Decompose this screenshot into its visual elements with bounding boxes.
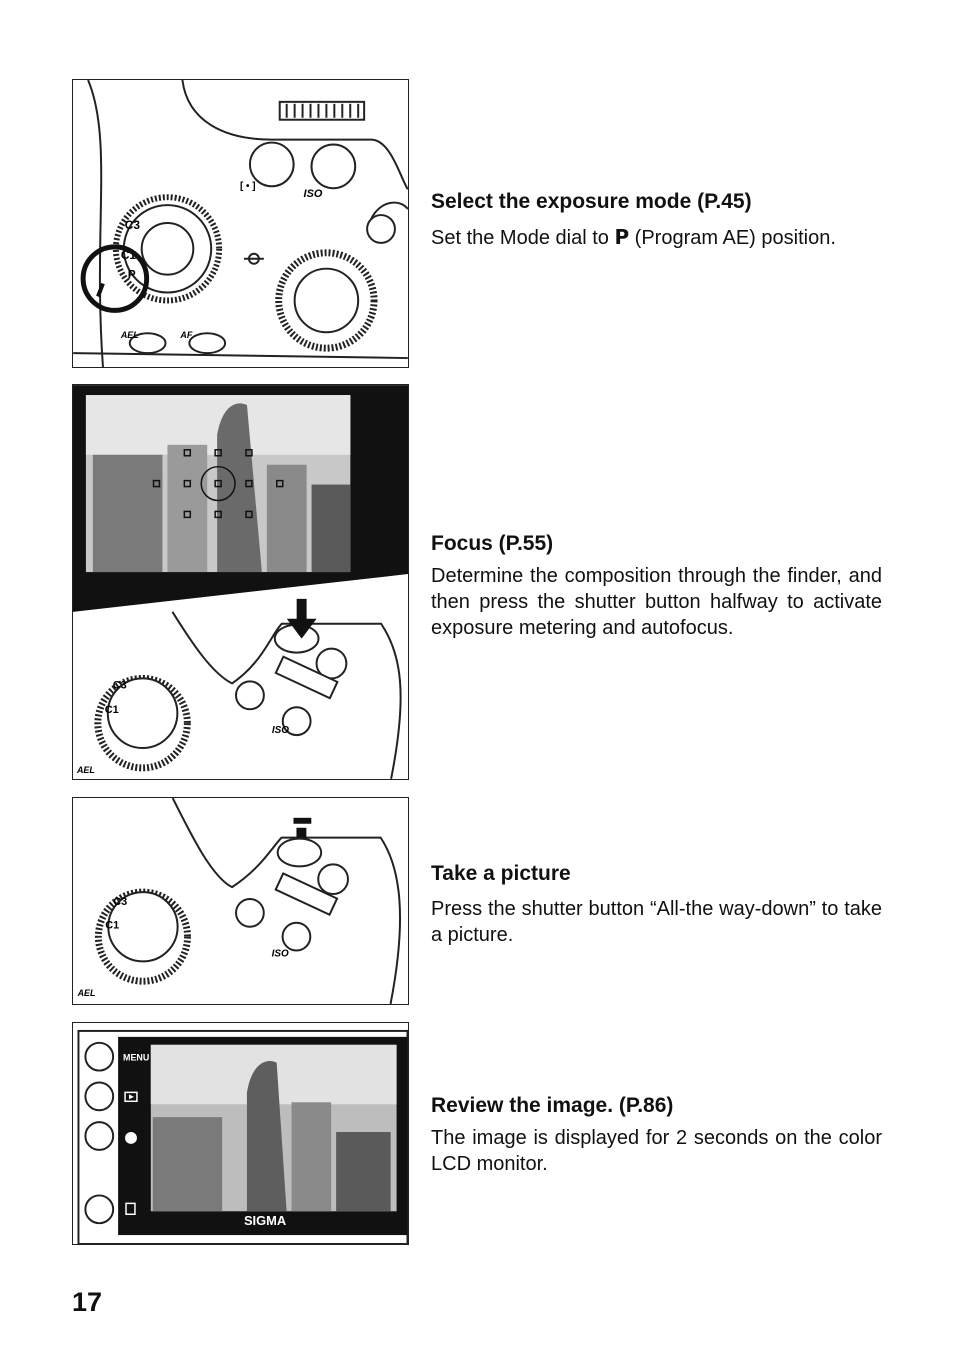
svg-text:[ • ]: [ • ] [240,181,256,193]
mode-dial-illustration [72,79,409,368]
program-mode-symbol: P [614,225,630,249]
step-heading: Review the image. (P.86) [431,1094,674,1117]
svg-text:C3: C3 [113,895,128,908]
step-heading: Focus (P.55) [431,532,554,555]
step-heading: Select the exposure mode (P.45) [431,190,752,213]
sigma-logo: SIGMA [243,1213,287,1229]
step-select-exposure-mode [431,190,882,251]
shutter-full-press-drawing [73,798,408,1004]
take-picture-illustration [72,797,409,1005]
af-label: AF [180,330,193,341]
iso-label-3: ISO [271,948,289,960]
page-number: 17 [72,1287,103,1317]
review-illustration [72,1022,409,1245]
step-heading: Take a picture [431,862,571,885]
ael-label: AEL [120,330,139,341]
iso-label-2: ISO [271,725,289,737]
focus-illustration [72,384,409,780]
viewfinder-and-shutter-drawing [73,385,408,779]
svg-text:C1: C1 [120,247,137,262]
step-description: The image is displayed for 2 seconds on the color LCD monitor. [431,1127,882,1175]
step-description: Determine the composition through the finder, and then press the shutter button halfway to activate exposure metering and autofocus. [431,565,882,639]
svg-text:C1: C1 [104,704,119,717]
svg-text:C1: C1 [105,919,120,932]
camera-top-mode-dial-drawing [73,80,408,367]
svg-text:C3: C3 [112,679,127,692]
step-description: Set the Mode dial to P (Program AE) position. [431,225,836,249]
svg-text:C3: C3 [124,217,141,232]
step-take-picture [431,862,882,948]
step-review-image [431,1094,882,1177]
menu-label: MENU [123,1052,150,1063]
lcd-monitor-drawing [73,1023,408,1244]
ael-label-3: AEL [77,988,96,999]
svg-text:P: P [127,267,136,282]
step-description: Press the shutter button “All-the way-down” to take a picture. [431,898,882,946]
step-focus [431,532,882,641]
iso-label: ISO [303,188,323,201]
ael-label-2: AEL [76,764,95,775]
